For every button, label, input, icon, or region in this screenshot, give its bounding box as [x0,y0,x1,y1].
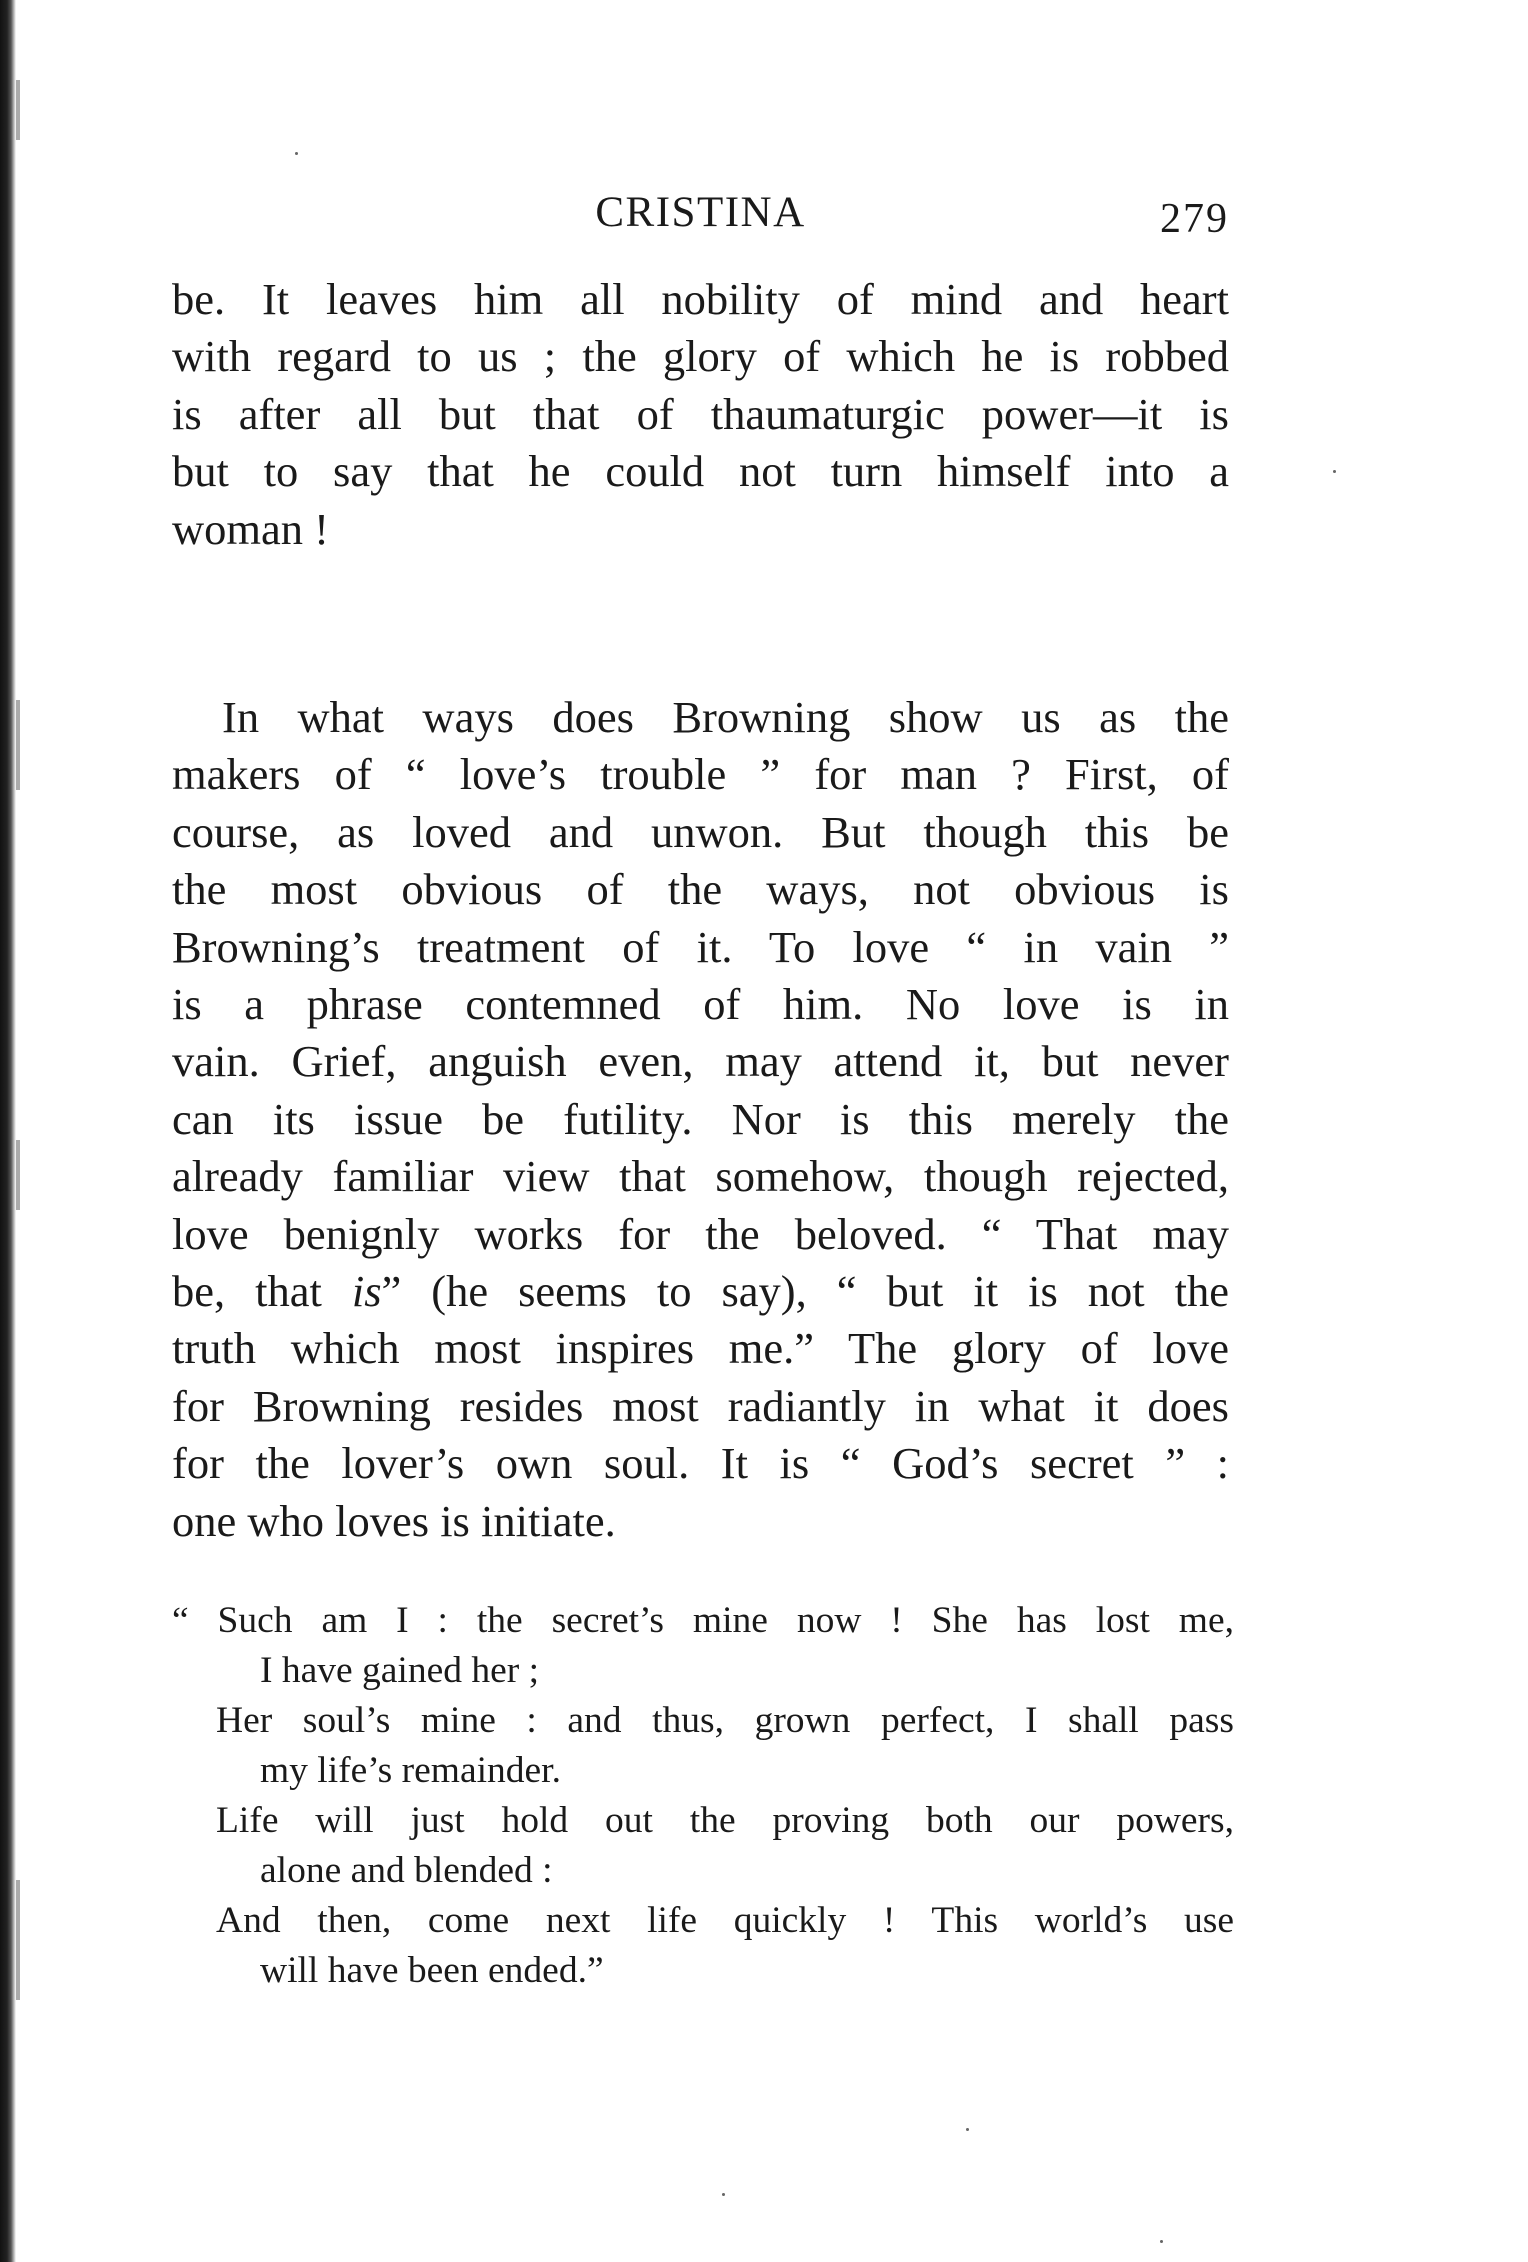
text-line: course, as loved and unwon. But though this be [172,806,1229,857]
paragraph-main [172,689,1229,1550]
text-line: for Browning resides most radiantly in what it does [172,1380,1229,1431]
spine-mark [16,700,20,790]
text-segment: be, that [172,1266,352,1317]
verse-line-continuation: I have gained her ; [260,1650,540,1691]
spine-mark [16,1880,20,2000]
text-line: Browning’s treatment of it. To love “ in vain ” [172,921,1229,972]
spine-mark [16,1140,20,1210]
verse-quotation [172,1596,1234,1996]
text-line: In what ways does Browning show us as the [222,692,1229,742]
text-line: with regard to us ; the glory of which he is robbed [172,331,1229,382]
text-line: is a phrase contemned of him. No love is in [172,979,1229,1030]
paragraph-continued [172,271,1229,558]
paper-speck [722,2193,725,2196]
spine-mark [16,80,20,140]
page-header [172,183,1229,243]
running-head: CRISTINA [595,189,806,236]
verse-line-continuation: will have been ended.” [260,1950,604,1991]
verse-line-continuation: my life’s remainder. [260,1750,561,1791]
text-line: vain. Grief, anguish even, may attend it, but never [172,1036,1229,1087]
italic-word: is [351,1266,382,1317]
verse-line: And then, come next life quickly ! This world’s use [216,1900,1234,1941]
text-line: love benignly works for the beloved. “ That may [172,1208,1229,1259]
text-line: can its issue be futility. Nor is this merely the [172,1093,1229,1144]
verse-line: “ Such am I : the secret’s mine now ! She has lost me, [172,1600,1234,1641]
text-line: woman ! [172,503,329,554]
page-number: 279 [1160,196,1229,242]
text-line: one who loves is initiate. [172,1495,616,1546]
text-line: makers of “ love’s trouble ” for man ? First, of [172,749,1229,800]
paper-speck [966,2128,969,2131]
book-spine-shadow [0,0,16,2262]
verse-line-continuation: alone and blended : [260,1850,553,1891]
text-segment: ” (he seems to say), “ but it is not the [381,1266,1229,1317]
verse-line: Her soul’s mine : and thus, grown perfect, I shall pass [216,1700,1234,1741]
paper-speck [295,152,298,155]
text-line: already familiar view that somehow, though rejected, [172,1151,1229,1202]
paper-speck [1333,470,1336,473]
text-line: for the lover’s own soul. It is “ God’s secret ” : [172,1438,1229,1489]
text-line: but to say that he could not turn himself into a [172,446,1229,497]
text-line: truth which most inspires me.” The glory of love [172,1323,1229,1374]
text-line: is after all but that of thaumaturgic power—it is [172,388,1229,439]
text-line: the most obvious of the ways, not obvious is [172,864,1229,915]
text-line-with-italic [172,1263,1229,1320]
paper-speck [1160,2240,1163,2243]
text-line: be. It leaves him all nobility of mind and heart [172,274,1229,324]
verse-line: Life will just hold out the proving both our powers, [216,1800,1234,1841]
